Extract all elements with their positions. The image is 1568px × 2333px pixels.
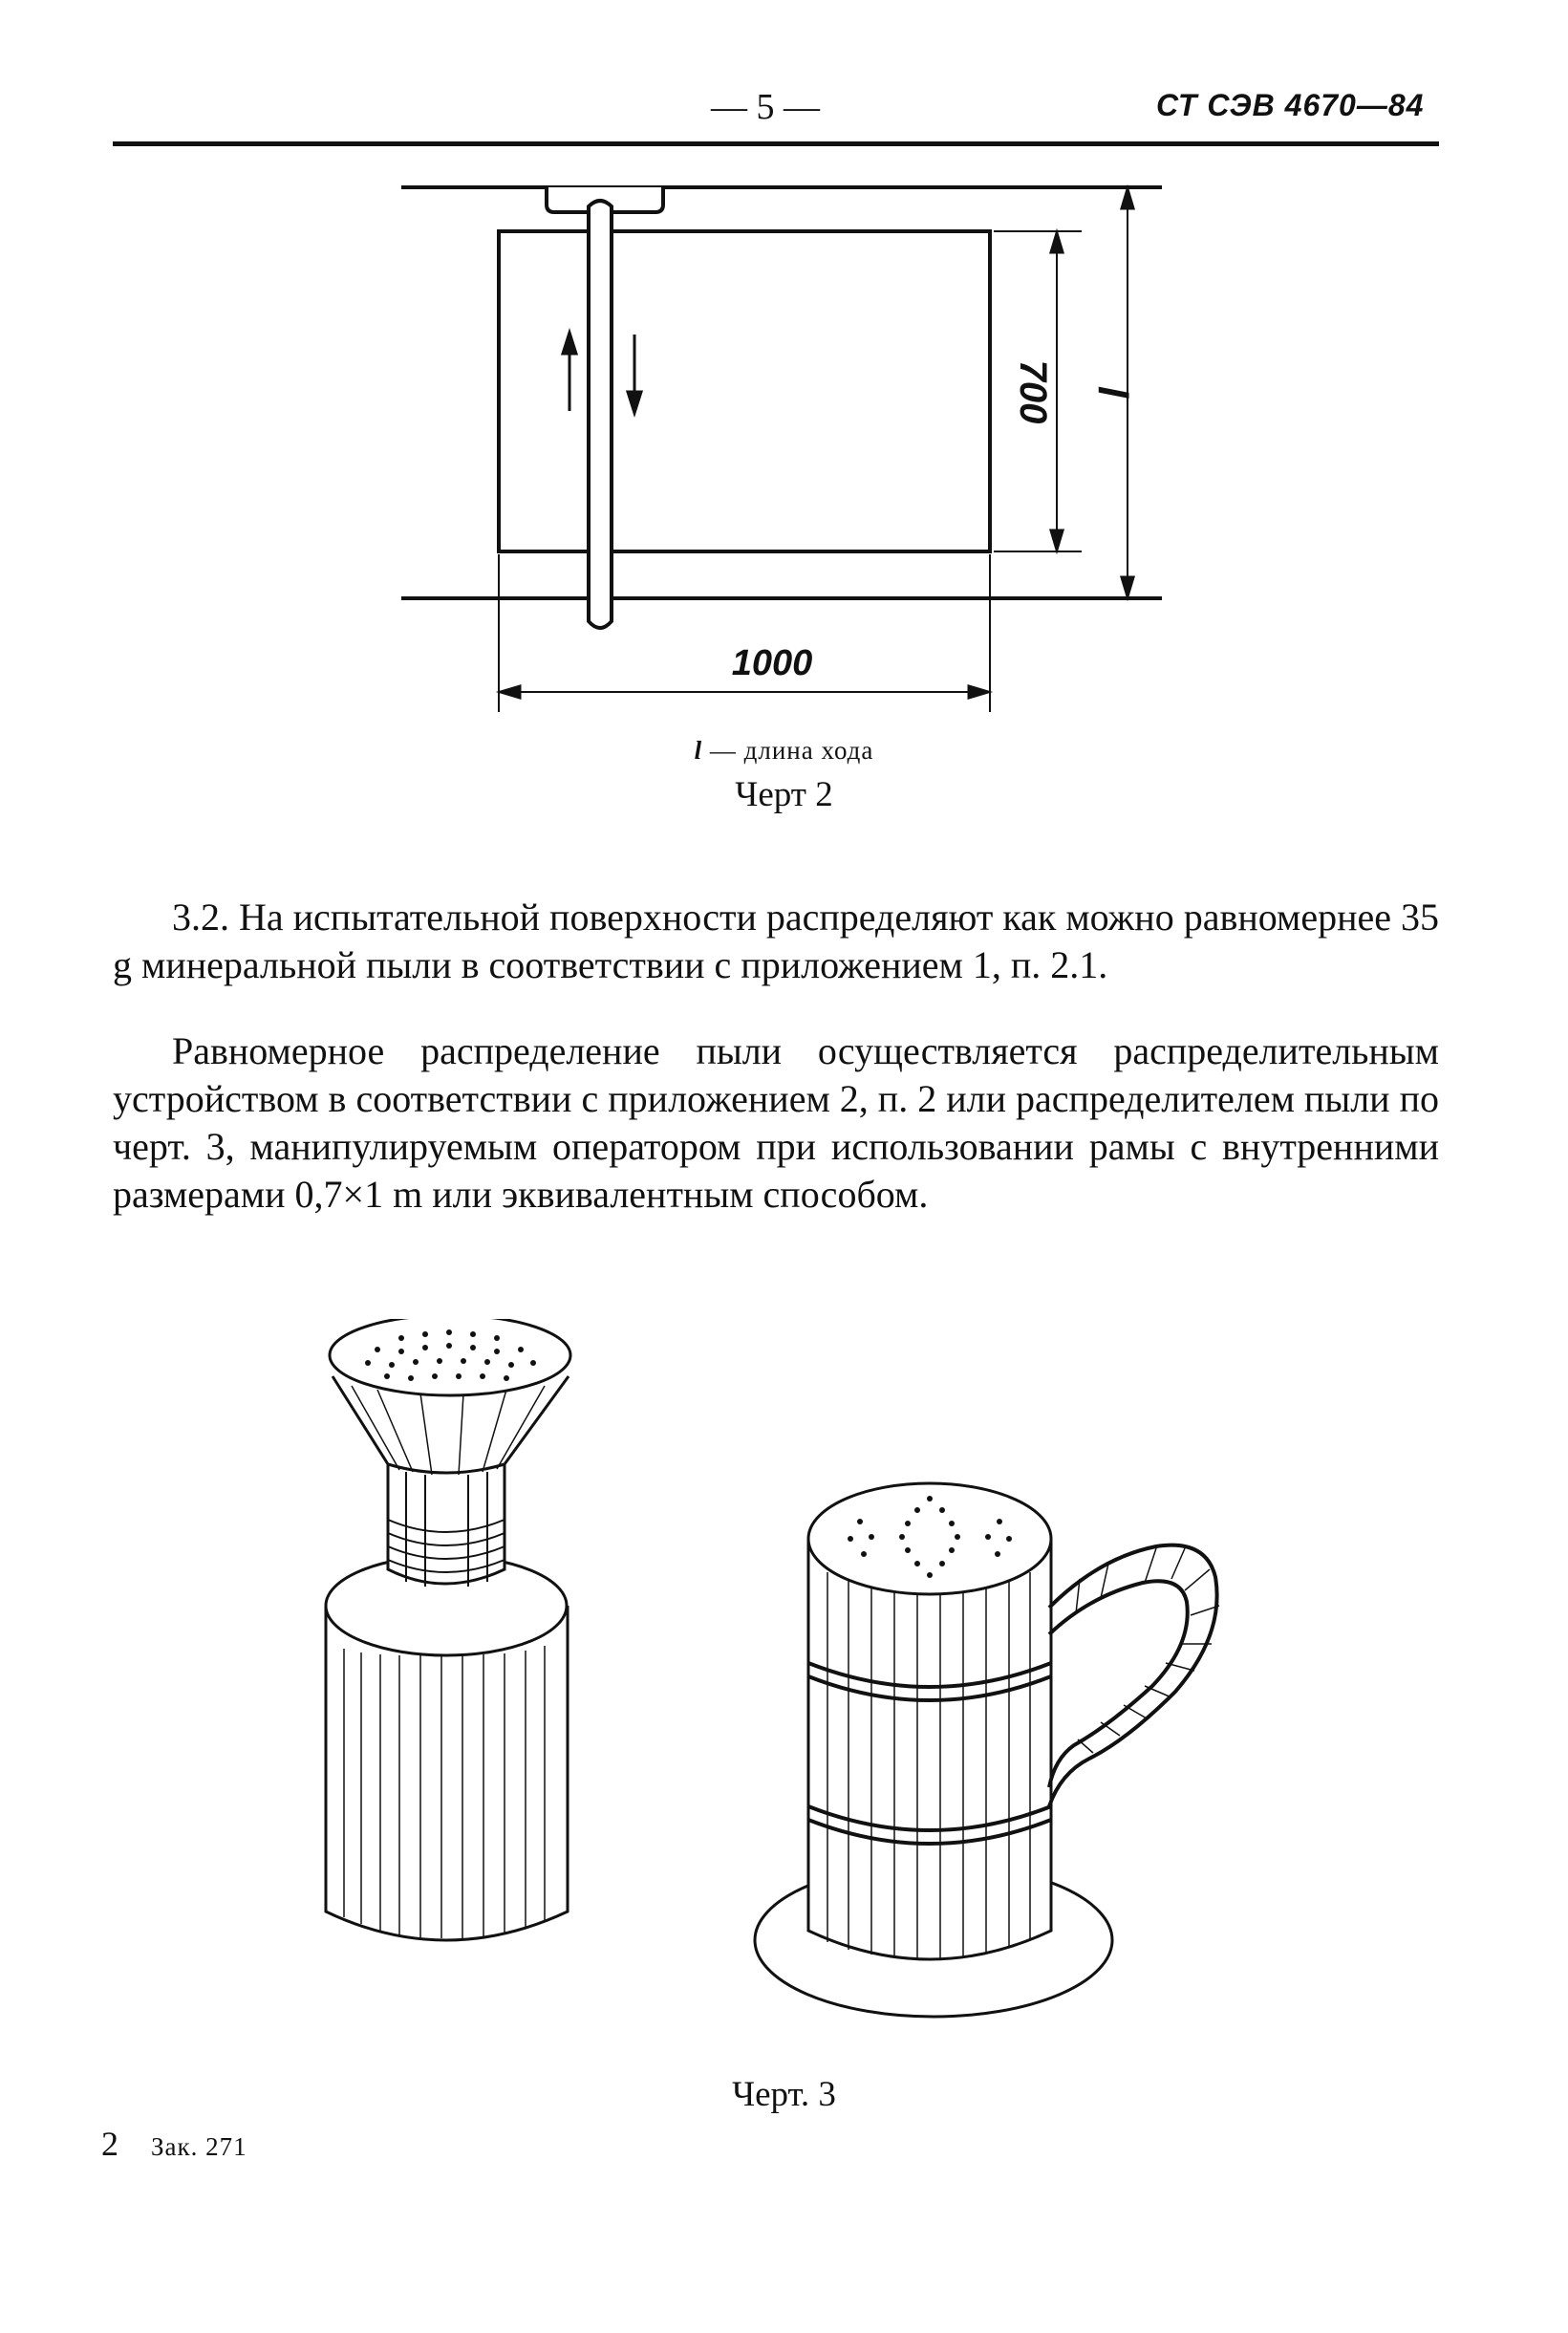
sheet-number: 2 (101, 2125, 118, 2163)
left-shaker (326, 1319, 570, 1940)
dim-700-label: 700 (1012, 359, 1054, 424)
legend-symbol: l (694, 736, 703, 765)
figure3-caption: Черт. 3 (732, 2075, 836, 2114)
paragraph-distribution: Равномерное распределение пыли осуществляется распределительным устройством в соответствии с приложением 2, п. 2 или распределителем пыли по черт. 3, манипулируемым оператором при использовании рамы с внутренними размерами 0,7×1 m или эквивалентным способом. (113, 1029, 1439, 1216)
dust-distributors-drawing (0, 1319, 1568, 2084)
right-mug-distributor (755, 1483, 1219, 2017)
figure2-caption: Черт 2 (735, 775, 833, 814)
standard-designation: СТ СЭВ 4670—84 (1156, 88, 1425, 122)
dim-1000-label: 1000 (731, 643, 813, 683)
frame-drawing (0, 0, 1568, 726)
legend-text: — длина хода (702, 736, 874, 765)
dim-stroke-label: l (1089, 385, 1136, 399)
page-number: — 5 — (711, 87, 820, 127)
order-number: Зак. 271 (151, 2132, 247, 2161)
figure2-legend (0, 736, 1568, 766)
paragraph-3-2: 3.2. На испытательной поверхности распределяют как можно равномернее 35 g минеральной пыли в соответствии с приложением 1, п. 2.1. (113, 896, 1439, 986)
